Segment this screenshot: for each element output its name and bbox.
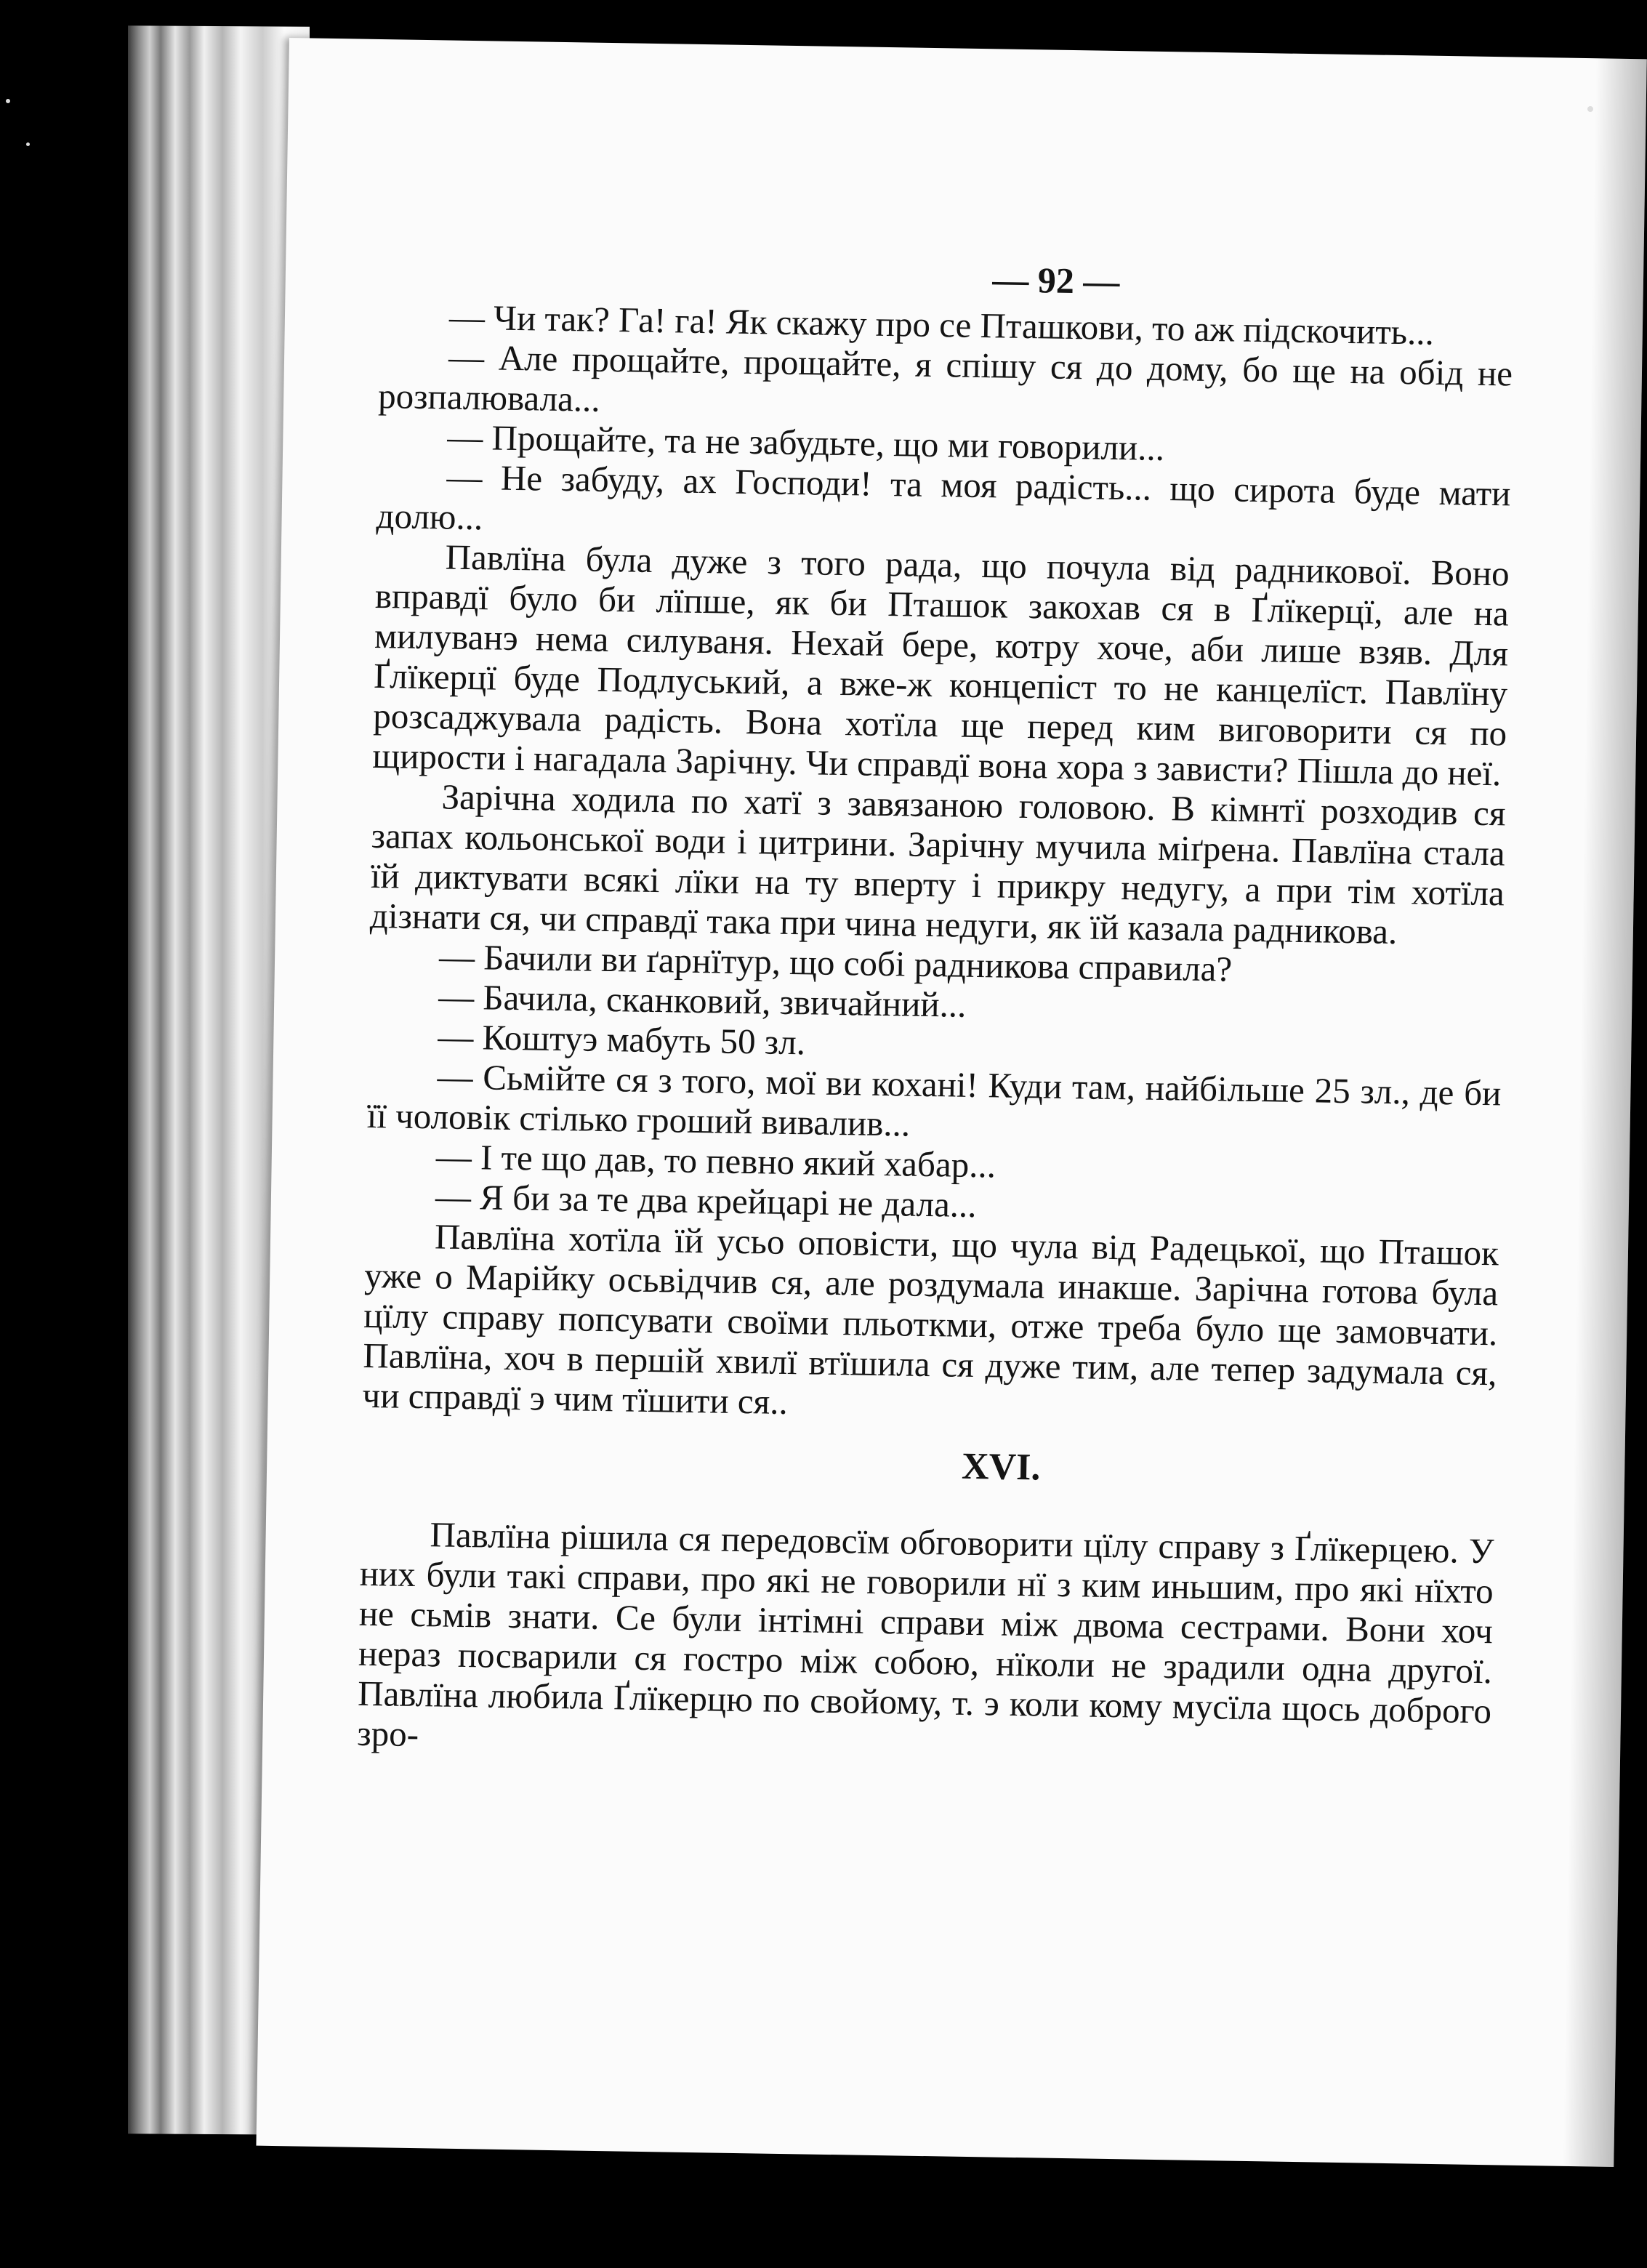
paragraph: Павлїна була дуже з того рада, що почула від радникової. Воно вправдї було би лїпше, як би Пташок закохав ся в Ґлїкерцї, але на милуванэ нема силуваня. Нехай бере, котру хоче, аби лише взяв. Для Ґлїкерцї буде Подлуський, а вже-ж концепіст то не канцелїст. Павлїну розсаджувала радість. Вона хотїла ще перед ким виговорити ся по щирости і нагадала Зарічну. Чи справдї вона хора з зависти? Пішла до неї.: [372, 536, 1510, 794]
paragraph: — Я би за те два крейцарі не дала...: [435, 1176, 978, 1226]
page-content: [357, 250, 1514, 1771]
book-page: [256, 38, 1646, 2167]
scan-speck: [6, 99, 10, 103]
paragraph: Павлїна рішила ся передовсїм обговорити цїлу справу з Ґлїкерцею. У них були такі справи, про які не говорили нї з ким иньшим, про які нїхто не сьмів знати. Се були інтімні справи між двома сестрами. Вони хоч нераз посварили ся гостро між собою, нїколи не зрадили одна другої. Павлїна любила Ґлїкерцю по свойому, т. э коли кому мусїла щось доброго зро-: [356, 1514, 1494, 1755]
page-shadow: [1563, 58, 1647, 2167]
page-number: — 92 —: [991, 259, 1120, 302]
paragraph: — Не забуду, ах Господи! та моя радість... що сирота буде мати долю...: [376, 457, 1511, 538]
scan-speck: [1587, 106, 1593, 112]
paragraph: — Прощайте, та не забудьте, що ми говорили...: [446, 417, 1165, 468]
paragraph: — Коштуэ мабуть 50 зл.: [438, 1016, 806, 1063]
paragraph: Павлїна хотїла їй усьо оповісти, що чула від Радецької, що Пташок уже о Марійку осьвідчив ся, але роздумала инакше. Зарічна готова була цїлу справу попсувати своїми пльоткми, отже треба було ще замовчати. Павлїна, хоч в першій хвилї втїшила ся дуже тим, але тепер задумала ся, чи справдї э чим тїшити ся..: [362, 1216, 1499, 1422]
paragraph: Зарічна ходила по хатї з завязаною головою. В кімнтї розходив ся запах кольонської води і цитрини. Зарічну мучила міґрена. Павлїна стала їй диктувати всякі лїки на ту вперту і прикру недугу, а при тім хотїла дізнати ся, чи справдї така при чина недуги, як їй казала радникова.: [369, 776, 1506, 952]
chapter-heading: XVI.: [961, 1445, 1041, 1489]
paragraph: — Але прощайте, прощайте, я спішу ся до дому, бо ще на обід не розпалювала...: [377, 337, 1513, 419]
paragraph: — Сьмійте ся з того, мої ви кохані! Куди там, найбільше 25 зл., де би її чоловік стілько гроший вивалив...: [366, 1056, 1502, 1144]
paragraph: — І те що дав, то певно який хабар...: [435, 1136, 996, 1186]
text-body-before-chapter: [362, 296, 1513, 1433]
paragraph: — Чи так? Га! га! Як скажу про се Пташкови, то аж підскочить...: [448, 297, 1435, 353]
paragraph: — Бачила, сканковий, звичайний...: [438, 976, 967, 1025]
paragraph: — Бачили ви ґарнїтур, що собі радникова справила?: [438, 936, 1233, 989]
scan-speck: [26, 142, 30, 146]
text-body-after-chapter: [357, 1513, 1494, 1771]
